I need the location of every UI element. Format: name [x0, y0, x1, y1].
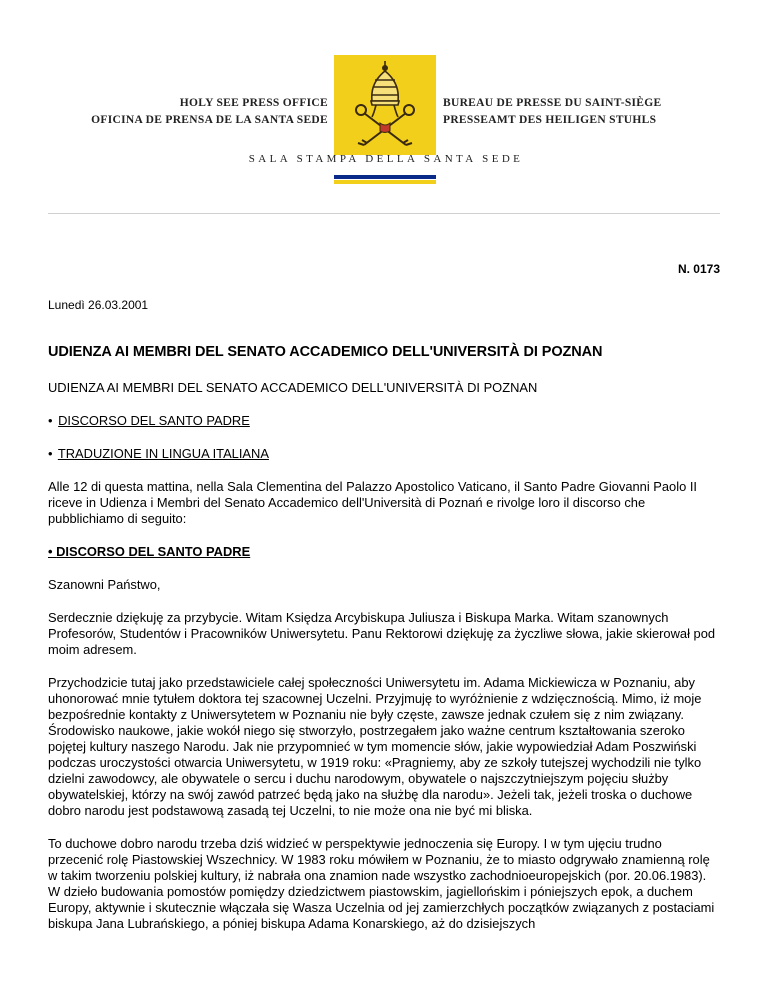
press-office-header [0, 0, 768, 215]
header-left-line1: HOLY SEE PRESS OFFICE [179, 97, 328, 109]
header-right-line2: PRESSEAMT DES HEILIGEN STUHLS [443, 114, 657, 126]
bullet-icon: • [48, 544, 53, 559]
header-right-text [443, 95, 662, 129]
section-heading-label: DISCORSO DEL SANTO PADRE [56, 544, 251, 559]
link-discorso-santo-padre[interactable]: DISCORSO DEL SANTO PADRE [58, 413, 250, 428]
body-paragraph: Serdecznie dziękuję za przybycie. Witam Księdza Arcybiskupa Juliusza i Biskupa Marka. Witam szanownych Profesorów, Studentów i Pracowników Uniwersytetu. Panu Rektorowi dziękuję za życzliwe słowa, jakie skierował pod moim adresem. [48, 610, 716, 657]
section-heading-discorso [48, 544, 720, 560]
header-left-text [91, 95, 328, 129]
header-right-line1: BUREAU DE PRESSE DU SAINT-SIÈGE [443, 97, 662, 109]
link-traduzione-italiana[interactable]: TRADUZIONE IN LINGUA ITALIANA [57, 446, 269, 461]
body-paragraph: To duchowe dobro narodu trzeba dziś widzieć w perspektywie jednoczenia się Europy. I w tym ujęciu trudno przecenić rolę Piastowskiej Wszechnicy. W 1983 roku mówiłem w Poznaniu, że to miasto odgrywało znamienną rolę w takim tworzeniu polskiej kultury, iż nabrała ona znamion nade wszystko zachodnioeuropejskich (por. 20.06.1983). W dzieło budowania pomostów pomiędzy dziedzictwem piastowskim, jagiellońskim i póniejszych epok, a duchem Europy, aktywnie i skutecznie włączała się Wasza Uczelnia od jej zamierzchłych początków związanych z postaciami biskupa Jana Lubrańskiego, a póniej biskupa Adama Konarskiego, aż do dzisiejszych [48, 836, 715, 931]
bulletin-number: N. 0173 [677, 262, 720, 276]
salutation: Szanowni Państwo, [48, 577, 161, 592]
header-stripe-yellow [334, 180, 436, 184]
body-paragraph: Przychodzicie tutaj jako przedstawiciele całej społeczności Uniwersytetu im. Adama Mickiewicza w Poznaniu, aby uhonorować mnie tytułem doktora tej szacownej Uczelni. Przyjmuję to wyróżnienie z wdzięcznością. Mimo, iż moje bezpośrednie kontakty z Uniwersytetem w Poznaniu nie były częste, zawsze jednak czułem się z nim związany. Środowisko naukowe, jakie wokół niego się stworzyło, postrzegałem jako ważne centrum kształtowania szeroko pojętej kultury naszego Narodu. Jak nie przypomnieć w tym momencie słów, jakie wypowiedział Adam Poszwiński podczas uroczystości otwarcia Uniwersytetu, w 1919 roku: «Pragniemy, aby ze szkoły tutejszej wychodzili nie tylko dzielni zawodowcy, ale obywatele o sercu i duchu narodowym, obywatele o najszczytniejszym pojęciu służby obywatelskiej, którzy na swój zawód patrzeć będą jako na służbę dla narodu». Jeżeli tak, jeżeli troska o duchowe dobro narodu jest podstawową zasadą tej Uczelni, to nie może ona nie być mi bliska. [48, 675, 702, 818]
header-subtitle: SALA STAMPA DELLA SANTA SEDE [248, 153, 524, 165]
header-left-line2: OFICINA DE PRENSA DE LA SANTA SEDE [91, 114, 328, 126]
header-stripe-blue [334, 175, 436, 179]
bulletin-subtitle: UDIENZA AI MEMBRI DEL SENATO ACCADEMICO DELL'UNIVERSITÀ DI POZNAN [48, 380, 538, 395]
bullet-icon: • [48, 446, 53, 461]
header-divider [48, 213, 720, 214]
link-item-discorso [48, 413, 720, 429]
bulletin-date: Lunedì 26.03.2001 [48, 298, 149, 312]
papal-tiara-keys-emblem-icon [334, 55, 436, 155]
bulletin-content [48, 262, 720, 949]
bulletin-title: UDIENZA AI MEMBRI DEL SENATO ACCADEMICO DELL'UNIVERSITÀ DI POZNAN [48, 344, 603, 360]
link-item-traduzione [48, 446, 720, 462]
intro-paragraph: Alle 12 di questa mattina, nella Sala Clementina del Palazzo Apostolico Vaticano, il Santo Padre Giovanni Paolo II riceve in Udienza i Membri del Senato Accademico dell'Università di Poznań e rivolge loro il discorso che pubblichiamo di seguito: [48, 479, 697, 526]
bullet-icon: • [48, 413, 53, 428]
